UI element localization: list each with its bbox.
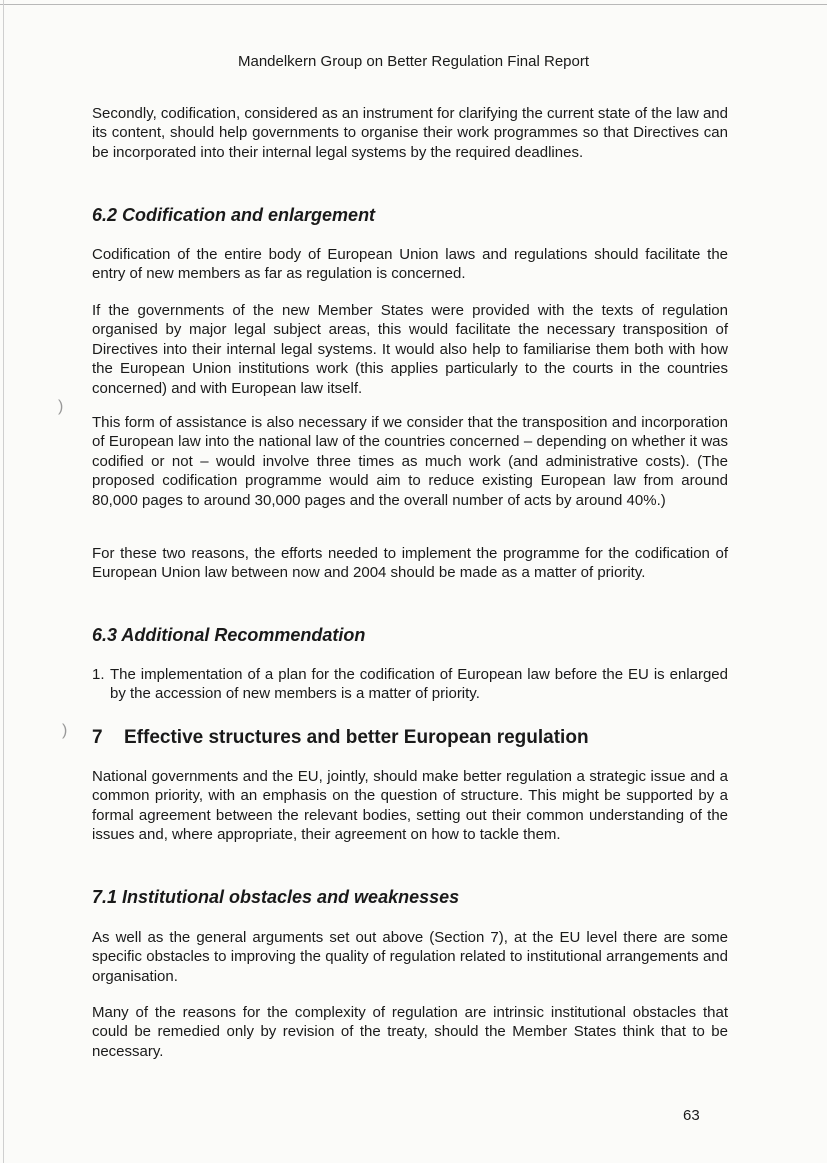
chapter-number: 7 bbox=[92, 727, 103, 748]
paragraph: Many of the reasons for the complexity of regulation are intrinsic institutional obstacles that could be remedied only by revision of the treaty, should the Member States think that to be necessary. bbox=[92, 1004, 728, 1060]
list-number: 1. bbox=[92, 666, 105, 683]
paragraph: Secondly, codification, considered as an instrument for clarifying the current state of the law and its content, should help governments to organise their work programmes so that Directives can be incorporated into their internal legal systems by the required deadlines. bbox=[92, 105, 728, 161]
page-top-edge bbox=[0, 4, 827, 5]
running-header: Mandelkern Group on Better Regulation Final Report bbox=[237, 53, 590, 70]
paragraph: As well as the general arguments set out above (Section 7), at the EU level there are some specific obstacles to improving the quality of regulation related to institutional arrangements and organisation. bbox=[92, 929, 728, 985]
section-heading-6-2: 6.2 Codification and enlargement bbox=[92, 205, 376, 225]
section-heading-7-1: 7.1 Institutional obstacles and weaknesses bbox=[92, 887, 460, 907]
chapter-title: Effective structures and better European regulation bbox=[124, 727, 589, 748]
recommendation-item bbox=[92, 665, 728, 704]
margin-mark: ) bbox=[62, 722, 68, 739]
paragraph: National governments and the EU, jointly, should make better regulation a strategic issue and a common priority, with an emphasis on the question of structure. This might be supported by a formal agreement between the relevant bodies, setting out their common understanding of the issues and, where appropriate, their agreement on how to tackle them. bbox=[92, 768, 728, 844]
paragraph: If the governments of the new Member States were provided with the texts of regulation organised by major legal subject areas, this would facilitate the necessary transposition of Directives into their internal legal systems. It would also help to familiarise them both with how the European Union institutions work (this applies particularly to the courts in the countries concerned) and with European law itself. bbox=[92, 302, 728, 397]
page-number: 63 bbox=[683, 1107, 700, 1124]
margin-mark: ) bbox=[58, 398, 64, 415]
list-text: The implementation of a plan for the codification of European law before the EU is enlarged by the accession of new members is a matter of priority. bbox=[110, 666, 728, 703]
section-heading-6-3: 6.3 Additional Recommendation bbox=[92, 625, 366, 645]
chapter-heading-7 bbox=[92, 727, 589, 749]
paragraph: This form of assistance is also necessary if we consider that the transposition and incorporation of European law into the national law of the countries concerned – depending on whether it was codified or not – would involve three times as much work (and administrative costs). (The proposed codification programme would aim to reduce existing European law from around 80,000 pages to around 30,000 pages and the overall number of acts by around 40%.) bbox=[92, 414, 728, 509]
paragraph: For these two reasons, the efforts needed to implement the programme for the codification of European Union law between now and 2004 should be made as a matter of priority. bbox=[92, 545, 728, 582]
page-left-edge bbox=[3, 0, 4, 1163]
paragraph: Codification of the entire body of European Union laws and regulations should facilitate the entry of new members as far as regulation is concerned. bbox=[92, 246, 728, 283]
